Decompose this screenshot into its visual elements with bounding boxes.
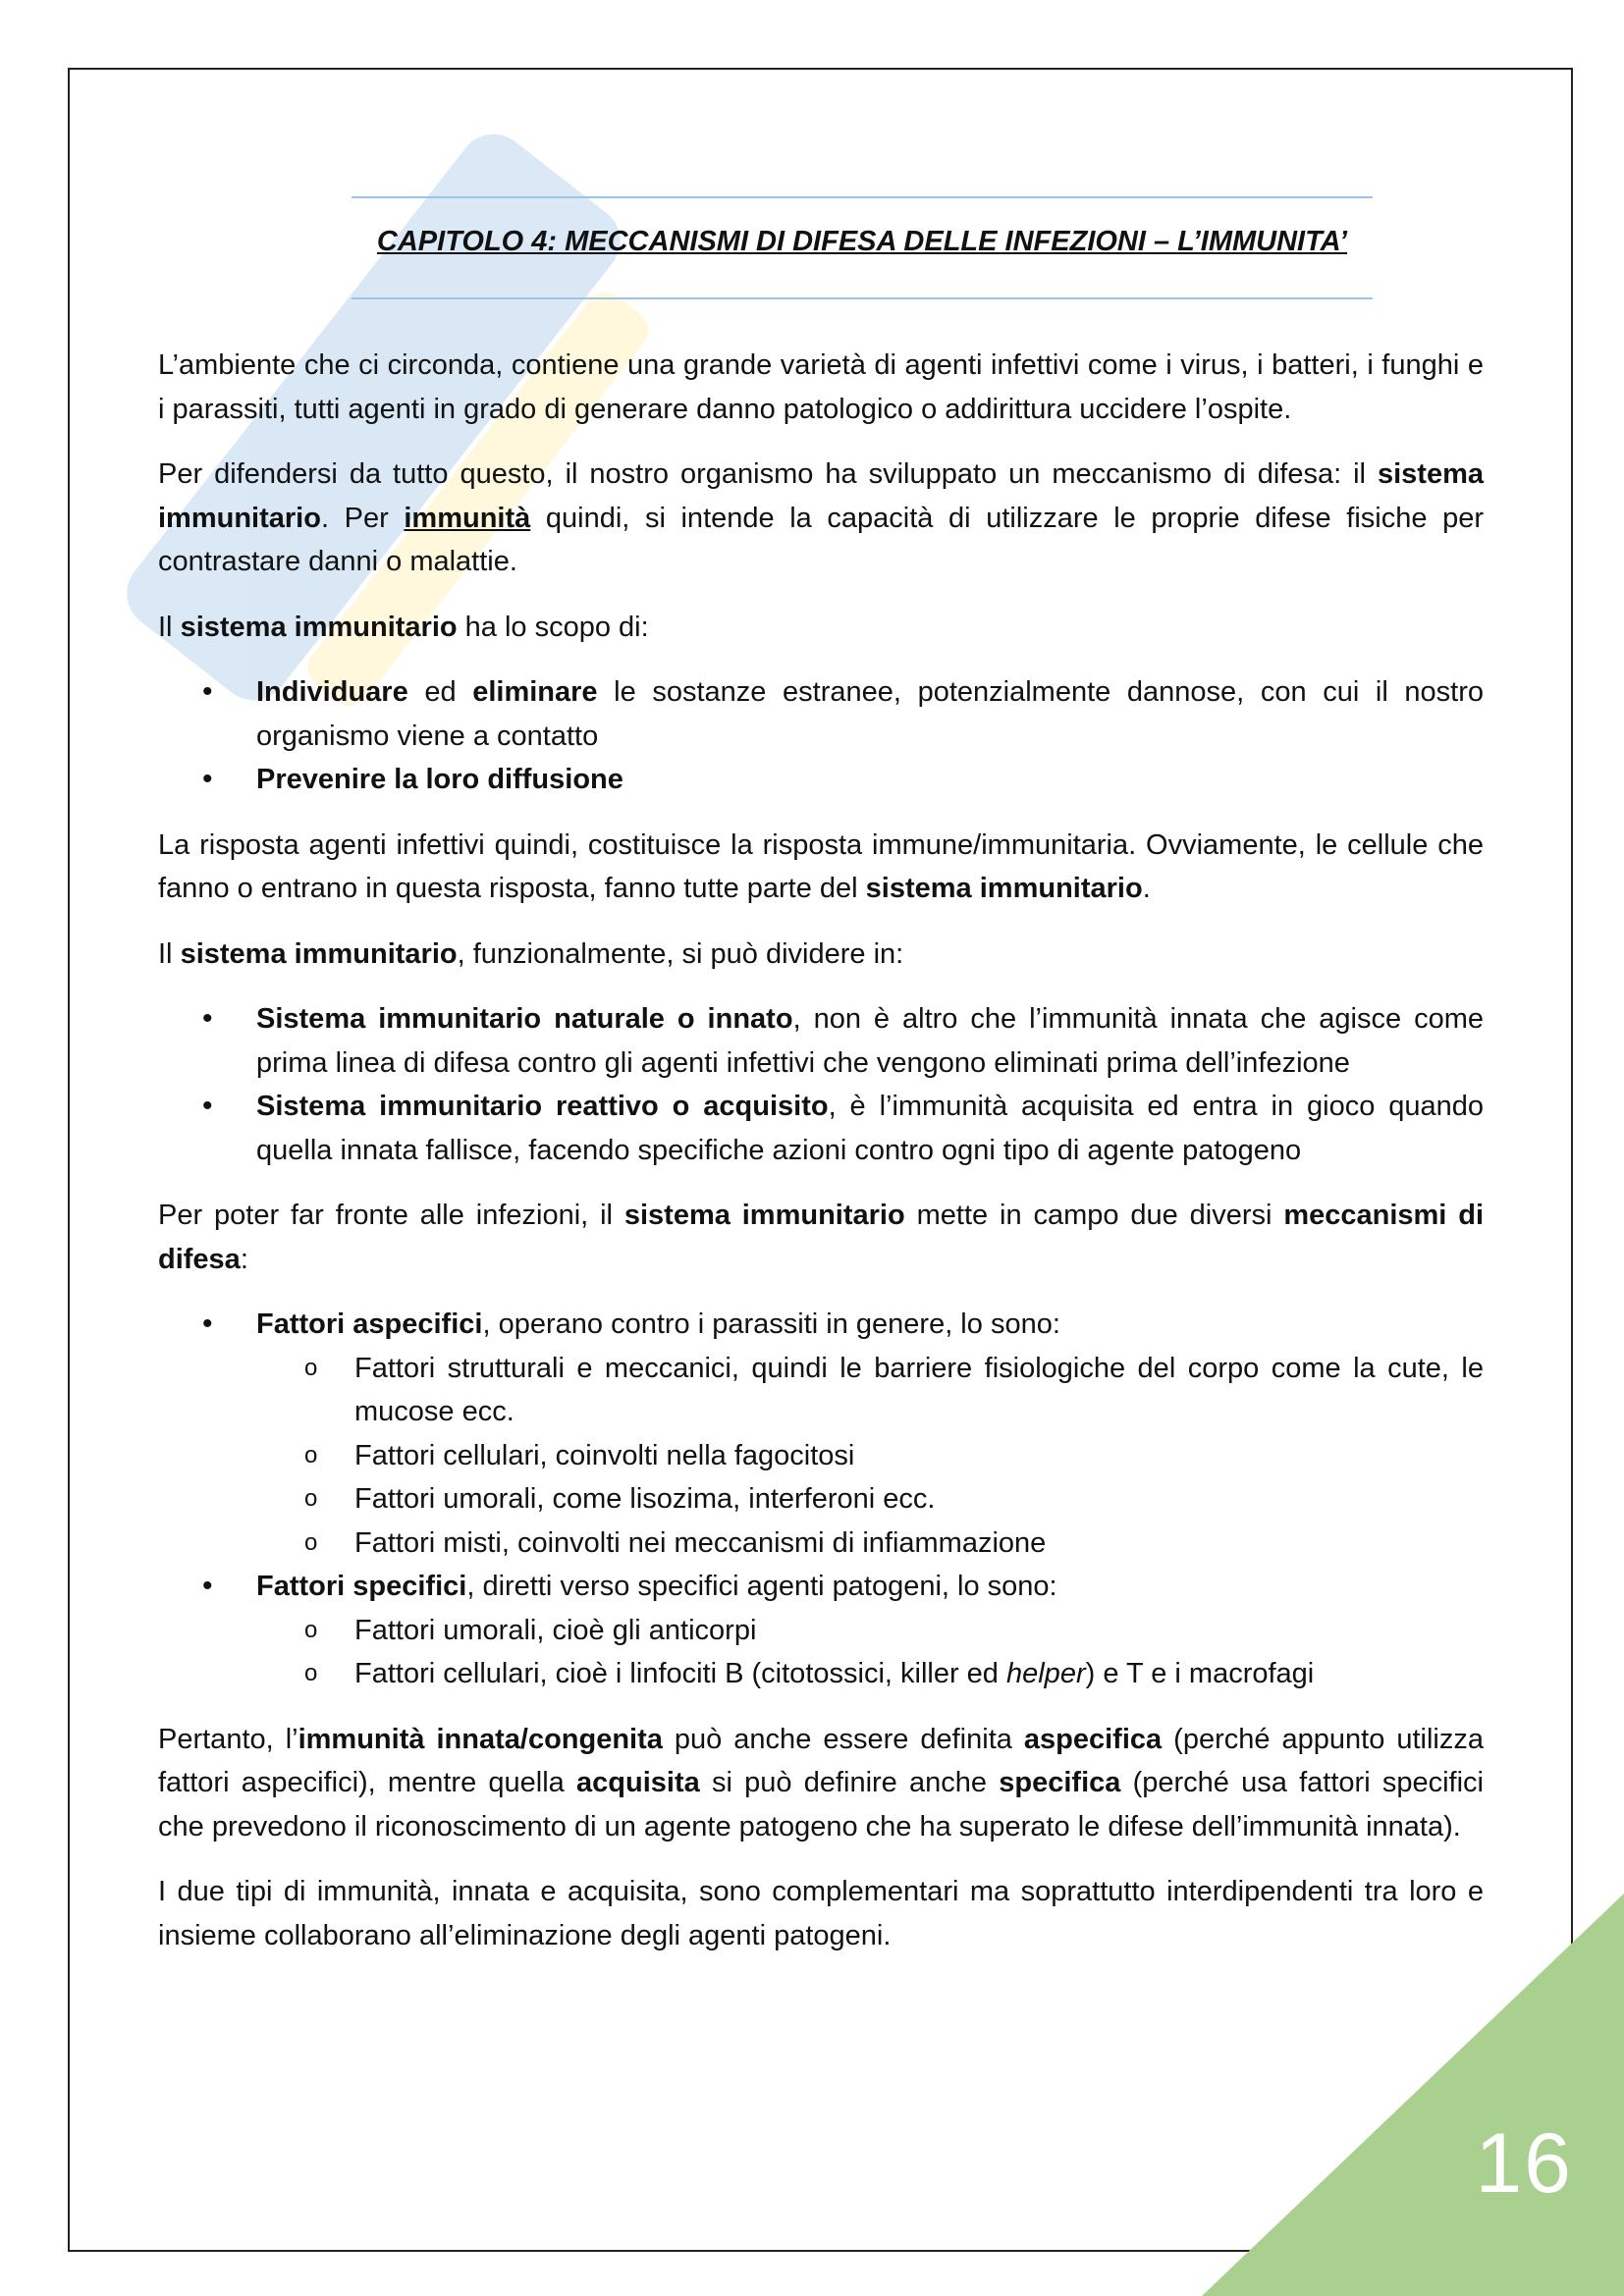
paragraph-conclusion: Pertanto, l’immunità innata/congenita può anche essere definita aspecifica (perché appunto utilizza fattori aspecifici), mentre quella acquisita si può definire anche specifica (perché usa fattori specifici che prevedono il riconoscimento di un agente patogeno che ha superato le difese dell’immunità innata). xyxy=(158,1723,1484,1842)
goals-list xyxy=(158,670,1484,802)
systems-list xyxy=(158,997,1484,1172)
list-item: • Sistema immunitario naturale o innato, non è altro che l’immunità innata che agisce come prima linea di difesa contro gli agenti infettivi che vengono eliminati prima dell’infezione xyxy=(158,997,1484,1085)
sub-list-item: o Fattori misti, coinvolti nei meccanismi di infiammazione xyxy=(256,1522,1484,1566)
paragraph-purpose: Il sistema immunitario ha lo scopo di: xyxy=(158,611,649,643)
paragraph-final: I due tipi di immunità, innata e acquisita, sono complementari ma soprattutto interdipendenti tra loro e insieme collaborano all’eliminazione degli agenti patogeni. xyxy=(158,1876,1484,1951)
sub-list-item: o Fattori cellulari, coinvolti nella fagocitosi xyxy=(256,1434,1484,1478)
body-text xyxy=(158,344,1484,1979)
sub-list-item: o Fattori cellulari, cioè i linfociti B (citotossici, killer ed helper) e T e i macrofagi xyxy=(256,1652,1484,1696)
sub-list-item: o Fattori umorali, come lisozima, interferoni ecc. xyxy=(256,1477,1484,1522)
paragraph-response: La risposta agenti infettivi quindi, costituisce la risposta immune/immunitaria. Ovviamente, le cellule che fanno o entrano in questa risposta, fanno tutte parte del sistema immunitario. xyxy=(158,828,1484,904)
paragraph-division: Il sistema immunitario, funzionalmente, si può dividere in: xyxy=(158,937,904,970)
paragraph-defense: Per difendersi da tutto questo, il nostro organismo ha sviluppato un meccanismo di difesa: il sistema immunitario. Per immunità quindi, si intende la capacità di utilizzare le proprie difese fisiche per contrastare danni o malattie. xyxy=(158,458,1484,577)
sub-list xyxy=(256,1347,1484,1566)
list-item: • Prevenire la loro diffusione xyxy=(158,758,1484,802)
list-item: • Individuare ed eliminare le sostanze estranee, potenzialmente dannose, con cui il nostro organismo viene a contatto xyxy=(158,670,1484,758)
paragraph-mechanisms: Per poter far fronte alle infezioni, il sistema immunitario mette in campo due diversi meccanismi di difesa: xyxy=(158,1200,1485,1275)
chapter-title: CAPITOLO 4: MECCANISMI DI DIFESA DELLE INFEZIONI – L’IMMUNITA’ xyxy=(376,226,1348,257)
sub-list-item: o Fattori strutturali e meccanici, quindi le barriere fisiologiche del corpo come la cute, le mucose ecc. xyxy=(256,1347,1484,1434)
title-rule-top xyxy=(352,196,1373,198)
sub-list-item: o Fattori umorali, cioè gli anticorpi xyxy=(256,1609,1484,1653)
page-number: 16 xyxy=(1475,2116,1573,2211)
paragraph-intro: L’ambiente che ci circonda, contiene una grande varietà di agenti infettivi come i virus, i batteri, i funghi e i parassiti, tutti agenti in grado di generare danno patologico o addirittura uccidere l’ospite. xyxy=(158,349,1484,425)
sub-list xyxy=(256,1609,1484,1696)
factors-list xyxy=(158,1303,1484,1696)
list-item: • Sistema immunitario reattivo o acquisito, è l’immunità acquisita ed entra in gioco quando quella innata fallisce, facendo specifiche azioni contro ogni tipo di agente patogeno xyxy=(158,1085,1484,1172)
list-item: • Fattori specifici, diretti verso specifici agenti patogeni, lo sono: o Fattori umorali, cioè gli anticorpi o Fattori cellulari, cioè i linfociti B (citotossici, killer ed helper) e T e i macrofagi xyxy=(158,1565,1484,1696)
list-item: • Fattori aspecifici, operano contro i parassiti in genere, lo sono: o Fattori strutturali e meccanici, quindi le barriere fisiologiche del corpo come la cute, le mucose ecc. o Fattori cellulari, coinvolti nella fagocitosi o Fattori umorali, come lisozima, interferoni ecc. o Fattori misti, coinvolti nei meccanismi di infiammazione xyxy=(158,1303,1484,1565)
title-rule-bottom xyxy=(352,297,1373,299)
